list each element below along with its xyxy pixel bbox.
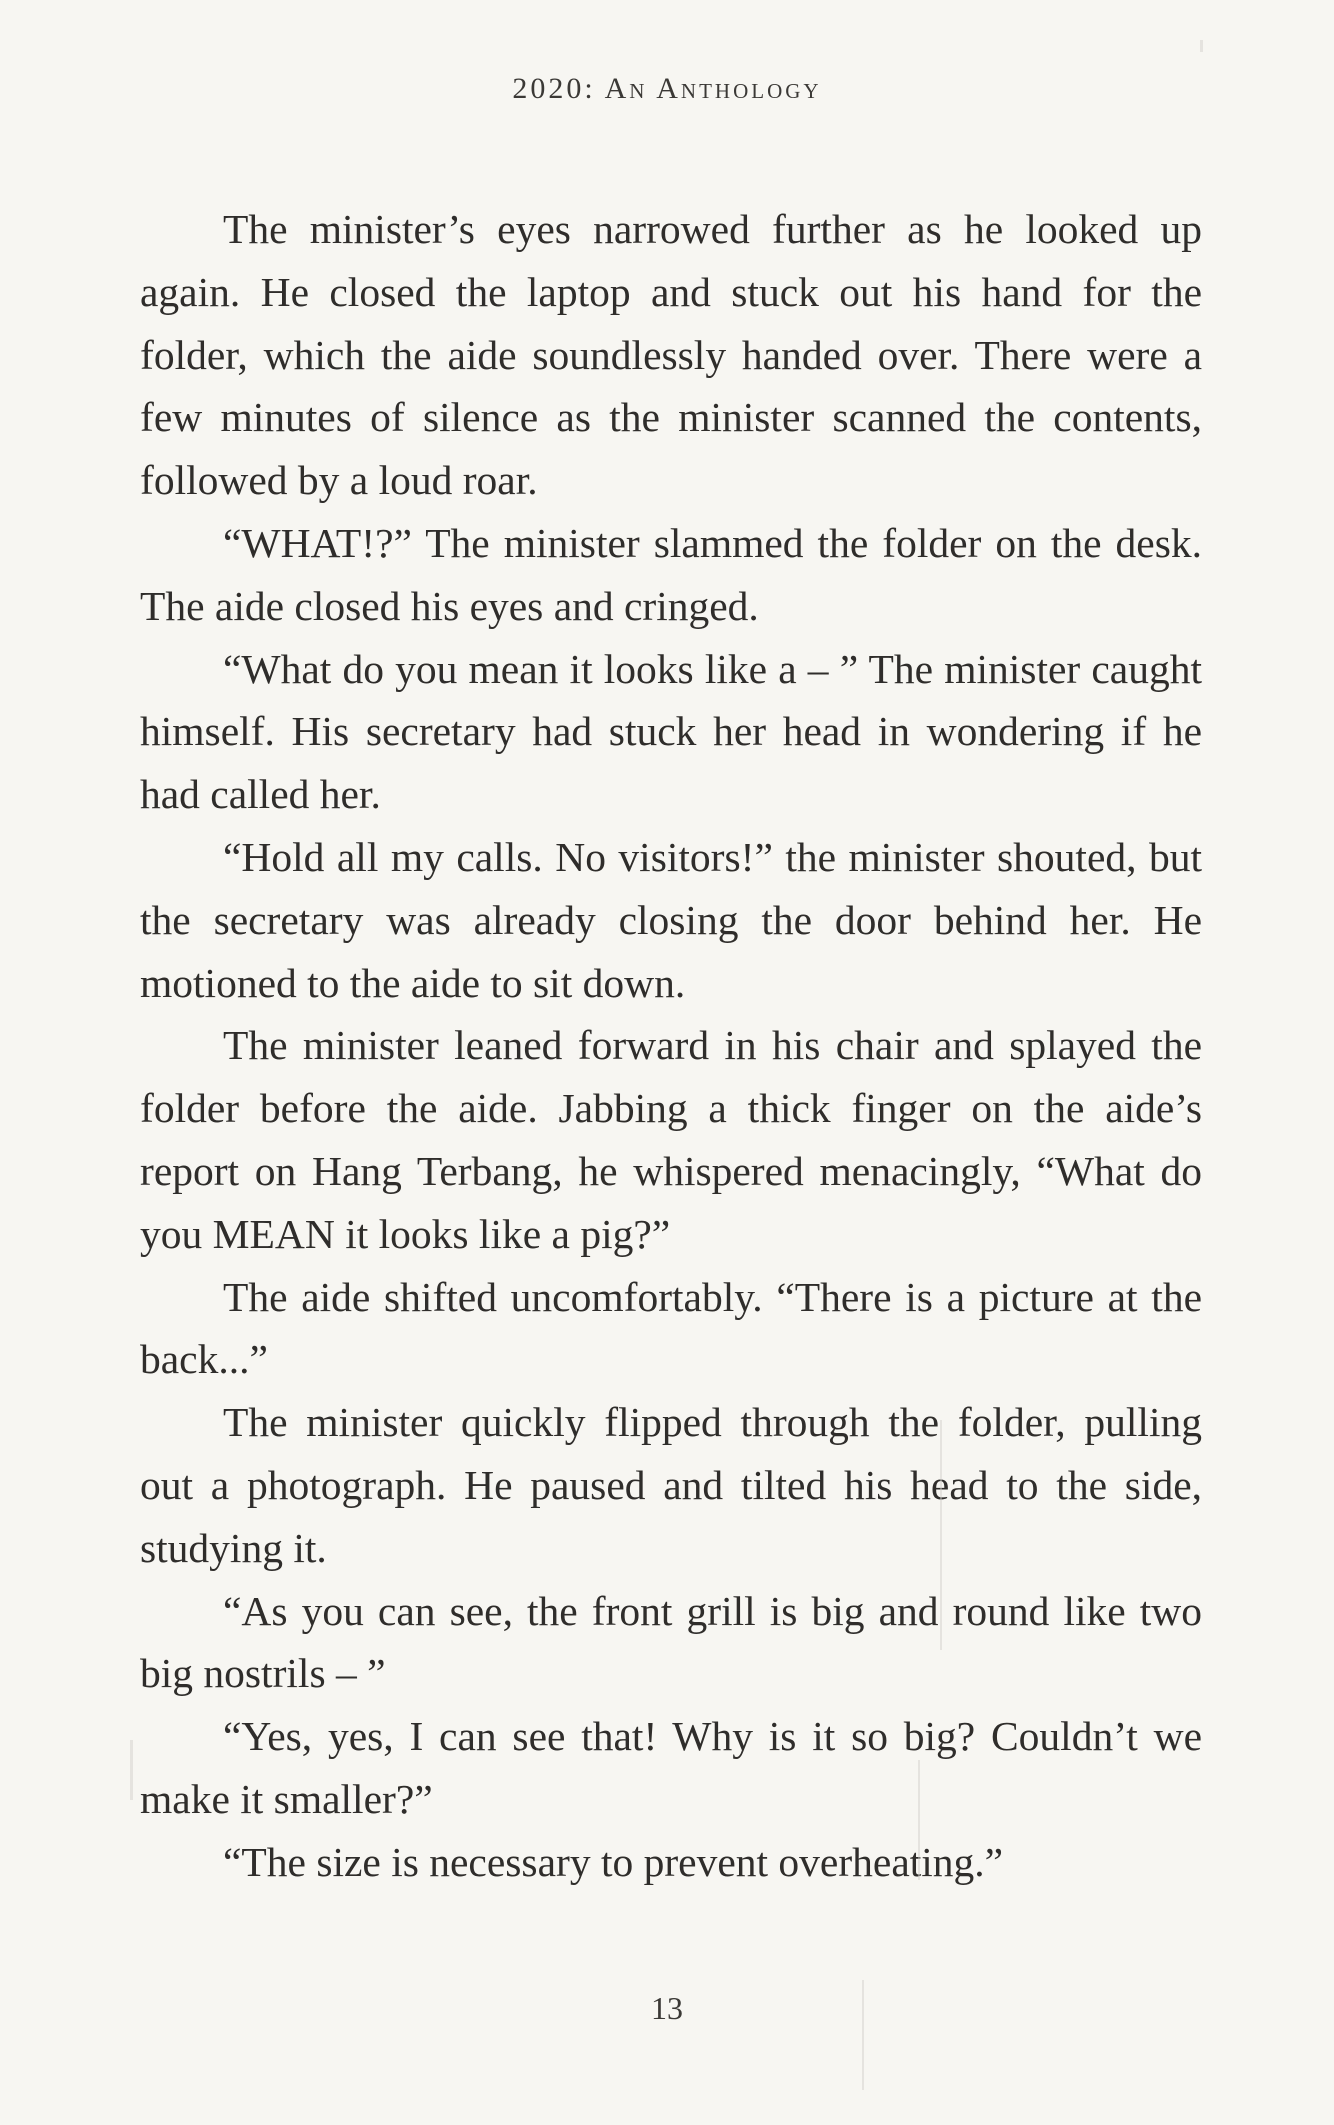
scan-crease [940, 1420, 942, 1650]
paragraph: “What do you mean it looks like a – ” The minister caught himself. His secretary had stuck her head in wondering if he had called her. [140, 645, 1202, 818]
paragraph: “The size is necessary to prevent overheating.” [223, 1838, 1004, 1885]
page-number: 13 [651, 1990, 683, 2026]
scan-crease [918, 1760, 920, 1880]
scan-speck [130, 1740, 133, 1800]
paragraph: “WHAT!?” The minister slammed the folder on the desk. The aide closed his eyes and cringed. [140, 519, 1202, 629]
scan-speck [1200, 40, 1203, 52]
paragraph: The aide shifted uncomfortably. “There is a picture at the back...” [140, 1273, 1202, 1383]
body-text [140, 198, 1202, 1894]
paragraph: The minister quickly flipped through the folder, pulling out a photograph. He paused and tilted his head to the side, studying it. [140, 1399, 1202, 1571]
running-head: 2020: An Anthology [512, 72, 822, 105]
scan-crease [862, 1980, 864, 2090]
paragraph: The minister leaned forward in his chair and splayed the folder before the aide. Jabbing a thick finger on the aide’s report on Hang Terbang, he whispered menacingly, “What do you MEAN it looks like a pig?” [140, 1022, 1202, 1257]
paragraph: “As you can see, the front grill is big and round like two big nostrils – ” [140, 1587, 1202, 1697]
paragraph: The minister’s eyes narrowed further as he looked up again. He closed the laptop and stuck out his hand for the folder, which the aide soundlessly handed over. There were a few minutes of silence as the minister scanned the contents, followed by a loud roar. [140, 206, 1202, 504]
paragraph: “Hold all my calls. No visitors!” the minister shouted, but the secretary was already closing the door behind her. He motioned to the aide to sit down. [140, 833, 1202, 1006]
paragraph: “Yes, yes, I can see that! Why is it so big? Couldn’t we make it smaller?” [140, 1713, 1202, 1822]
